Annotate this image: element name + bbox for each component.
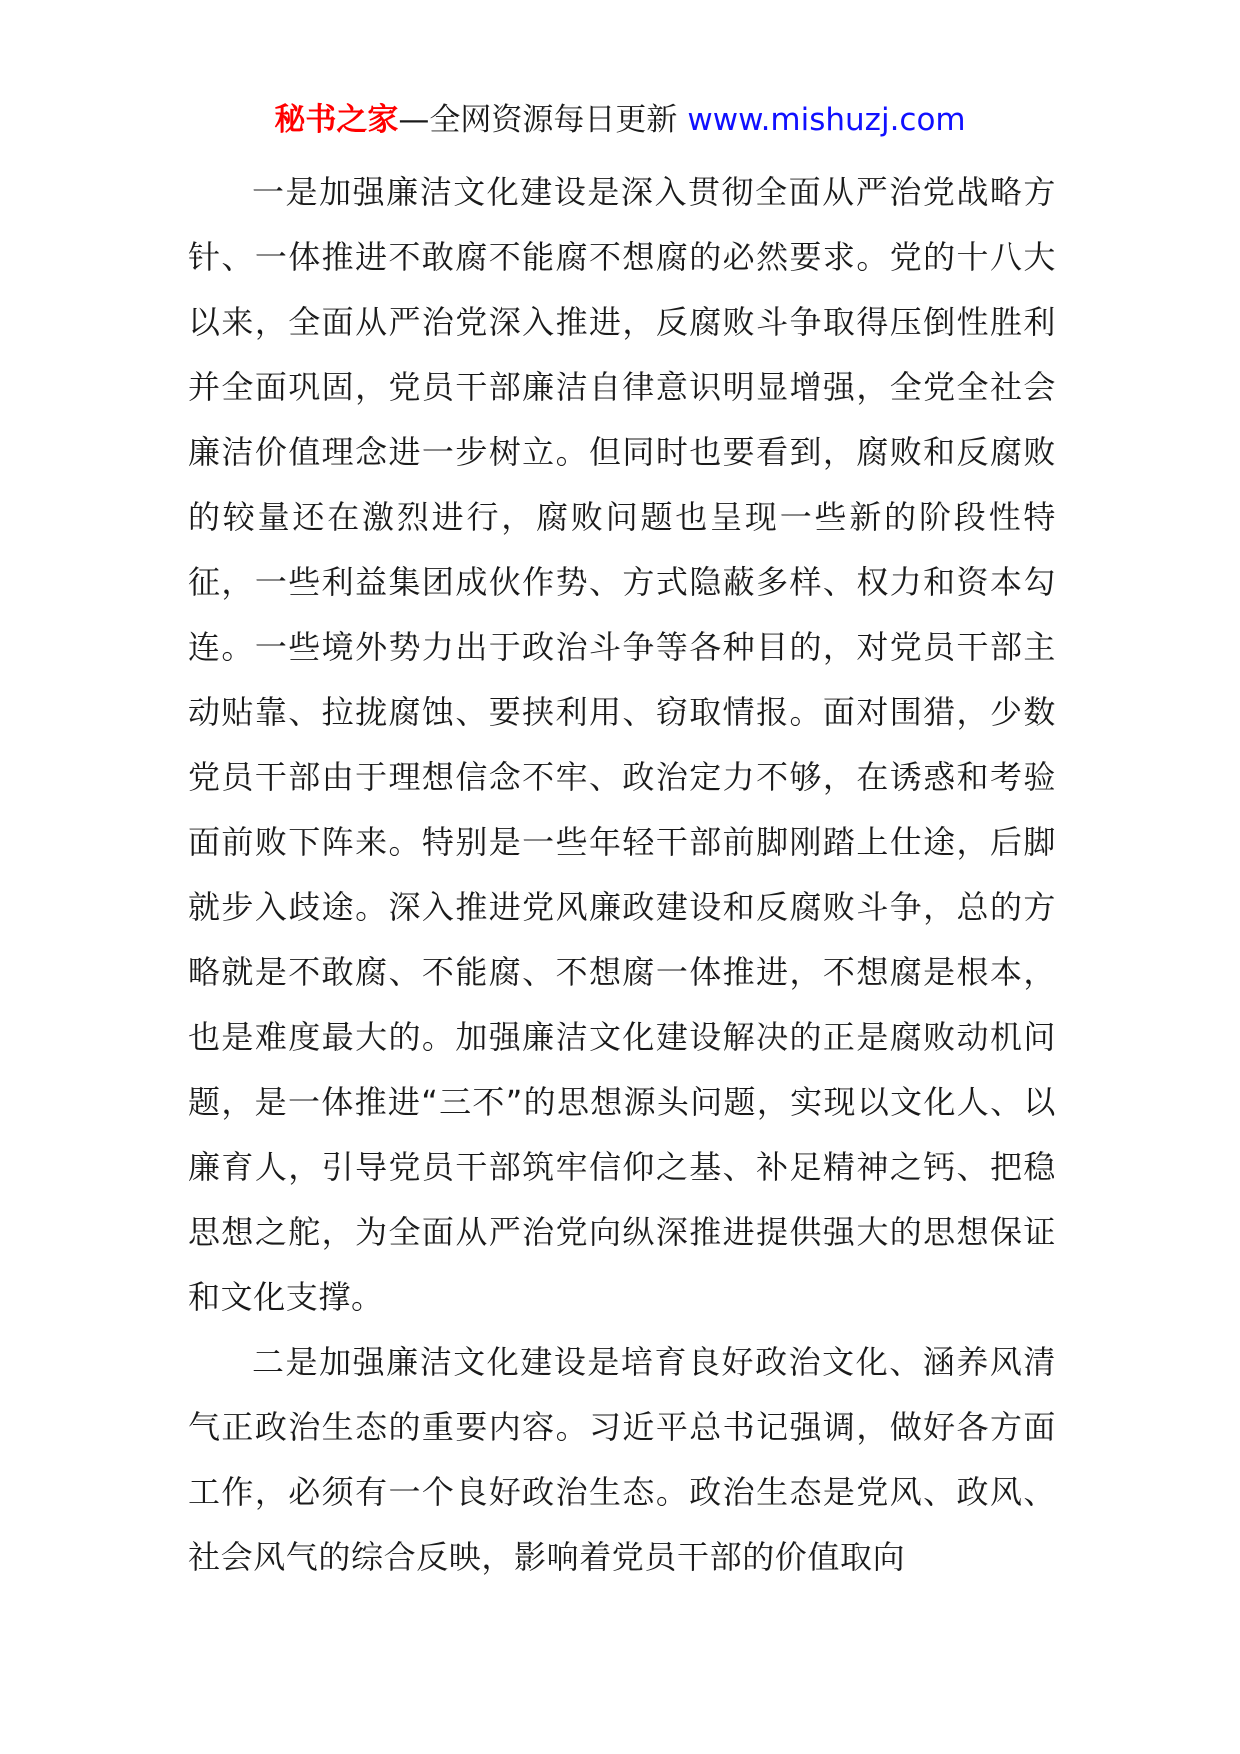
brand-name: 秘书之家 <box>274 102 399 138</box>
header-slogan: —全网资源每日更新 <box>398 102 678 138</box>
paragraph-2: 二是加强廉洁文化建设是培育良好政治文化、涵养风清气正政治生态的重要内容。习近平总书记强调，做好各方面工作，必须有一个良好政治生态。政治生态是党风、政风、社会风气的综合反映，影响着党员干部的价值取向 <box>188 1343 1056 1576</box>
paragraph-1: 一是加强廉洁文化建设是深入贯彻全面从严治党战略方针、一体推进不敢腐不能腐不想腐的必然要求。党的十八大以来，全面从严治党深入推进，反腐败斗争取得压倒性胜利并全面巩固，党员干部廉洁自律意识明显增强，全党全社会廉洁价值理念进一步树立。但同时也要看到，腐败和反腐败的较量还在激烈进行，腐败问题也呈现一些新的阶段性特征，一些利益集团成伙作势、方式隐蔽多样、权力和资本勾连。一些境外势力出于政治斗争等各种目的，对党员干部主动贴靠、拉拢腐蚀、要挟利用、窃取情报。面对围猎，少数党员干部由于理想信念不牢、政治定力不够，在诱惑和考验面前败下阵来。特别是一些年轻干部前脚刚踏上仕途，后脚就步入歧途。深入推进党风廉政建设和反腐败斗争，总的方略就是不敢腐、不能腐、不想腐一体推进，不想腐是根本，也是难度最大的。加强廉洁文化建设解决的正是腐败动机问题，是一体推进“三不”的思想源头问题，实现以文化人、以廉育人，引导党员干部筑牢信仰之基、补足精神之钙、把稳思想之舵，为全面从严治党向纵深推进提供强大的思想保证和文化支撑。 <box>188 173 1056 1316</box>
site-url-link[interactable]: www.mishuzj.com <box>687 102 966 138</box>
document-body <box>188 160 1056 1590</box>
site-header <box>0 98 1240 142</box>
